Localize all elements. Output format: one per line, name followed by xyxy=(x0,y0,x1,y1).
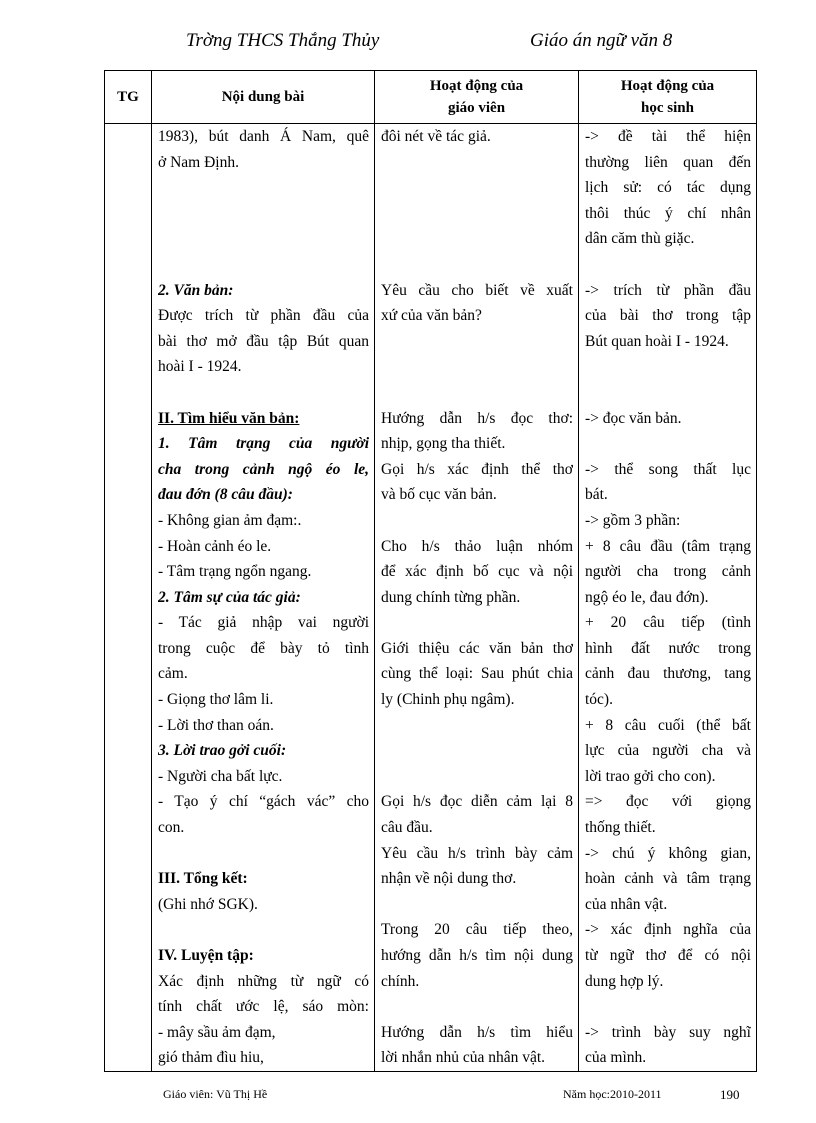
blank-line xyxy=(585,994,751,1020)
content-line: cảm. xyxy=(158,665,188,683)
teacher-line: và bố cục văn bản. xyxy=(381,486,497,504)
blank-line xyxy=(381,150,573,176)
teacher-line: Giới thiệu các văn bản thơ xyxy=(381,639,573,657)
student-line: hình đất nước trong xyxy=(585,639,751,657)
teacher-line: Gọi h/s xác định thể thơ xyxy=(381,460,573,478)
blank-line xyxy=(381,610,573,636)
student-line: thường liên quan đến xyxy=(585,153,751,171)
blank-line xyxy=(381,508,573,534)
student-line: + 8 câu cuối (thể bất xyxy=(585,716,751,734)
teacher-line: xứ của văn bản? xyxy=(381,307,482,325)
student-line: của nhân vật. xyxy=(585,895,668,913)
table-body-row xyxy=(105,124,757,1072)
blank-line xyxy=(381,713,573,739)
blank-line xyxy=(585,252,751,278)
student-line: lịch sử: có tác dụng xyxy=(585,179,751,197)
student-line: ngộ éo le, đau đớn). xyxy=(585,588,709,606)
col-header-teacher-line1: Hoạt động của xyxy=(429,78,524,94)
cell-teacher xyxy=(375,124,579,1072)
blank-line xyxy=(381,252,573,278)
teacher-line: dung chính từng phần. xyxy=(381,588,521,606)
content-line: (Ghi nhớ SGK). xyxy=(158,895,258,913)
content-line: - Tác giả nhập vai người xyxy=(158,614,369,632)
student-line: của bài thơ trong tập xyxy=(585,307,751,325)
section-heading: 3. Lời trao gởi cuối: xyxy=(158,742,287,760)
blank-line xyxy=(585,380,751,406)
student-line: thôi thúc ý chí nhân xyxy=(585,204,751,222)
teacher-line: ly (Chinh phụ ngâm). xyxy=(381,691,515,709)
header-school: Trờng THCS Thắng Thủy xyxy=(186,30,380,51)
blank-line xyxy=(158,175,369,201)
blank-line xyxy=(158,380,369,406)
header-subject: Giáo án ngữ văn 8 xyxy=(530,30,673,51)
student-line: thống thiết. xyxy=(585,819,656,837)
section-heading: II. Tìm hiểu văn bản: xyxy=(158,409,300,427)
teacher-line: hướng dẫn h/s tìm nội dung xyxy=(381,947,573,964)
student-line: -> trích từ phần đầu xyxy=(585,281,751,299)
teacher-line: lời nhắn nhủ của nhân vật. xyxy=(381,1049,546,1067)
student-line: người cha trong cảnh xyxy=(585,563,751,581)
teacher-line: để xác định bố cục và nội xyxy=(381,563,573,581)
content-line: trong cuộc để bày tỏ tình xyxy=(158,639,369,657)
blank-line xyxy=(158,201,369,227)
teacher-line: Hướng dẫn h/s tìm hiểu xyxy=(381,1023,573,1041)
student-line: -> đề tài thể hiện xyxy=(585,128,751,145)
col-header-teacher-line2: giáo viên xyxy=(447,100,506,116)
content-line: hoài I - 1924. xyxy=(158,358,242,376)
blank-line xyxy=(585,354,751,380)
student-line: -> chú ý không gian, xyxy=(585,844,751,862)
blank-line xyxy=(158,226,369,252)
student-line: lực của người cha và xyxy=(585,742,751,760)
section-heading: 2. Tâm sự của tác giả: xyxy=(158,588,301,606)
teacher-line: Cho h/s thảo luận nhóm xyxy=(381,537,573,555)
student-line: -> gồm 3 phần: xyxy=(585,511,681,529)
teacher-line: Yêu cầu h/s trình bày cảm xyxy=(381,844,573,862)
student-line: của mình. xyxy=(585,1049,647,1067)
table-header-row xyxy=(105,71,757,124)
col-header-student-line2: học sinh xyxy=(641,100,694,116)
col-header-student-line1: Hoạt động của xyxy=(620,78,715,94)
teacher-line: nhận về nội dung thơ. xyxy=(381,870,517,888)
section-heading: cha trong cảnh ngộ éo le, xyxy=(158,460,369,478)
footer-teacher: Giáo viên: Vũ Thị Hề xyxy=(163,1087,268,1101)
student-line: từ ngữ thơ để có nội xyxy=(585,947,751,964)
student-line: -> trình bày suy nghĩ xyxy=(585,1023,751,1041)
blank-line xyxy=(381,738,573,764)
blank-line xyxy=(381,764,573,790)
content-line: 1983), bút danh Á Nam, quê xyxy=(158,128,369,145)
blank-line xyxy=(381,175,573,201)
col-header-teacher xyxy=(375,71,579,124)
content-line: - mây sầu ảm đạm, xyxy=(158,1023,276,1041)
blank-line xyxy=(158,917,369,943)
student-line: bát. xyxy=(585,486,608,504)
student-line: -> xác định nghĩa của xyxy=(585,921,751,939)
cell-student xyxy=(579,124,757,1072)
content-line: Xác định những từ ngữ có xyxy=(158,972,369,990)
section-heading: III. Tổng kết: xyxy=(158,870,248,888)
blank-line xyxy=(158,841,369,867)
teacher-line: chính. xyxy=(381,972,420,990)
content-line: - Hoàn cảnh éo le. xyxy=(158,537,272,555)
page-number: 190 xyxy=(720,1087,740,1102)
student-line: lời trao gởi cho con). xyxy=(585,767,716,785)
content-line: - Giọng thơ lâm li. xyxy=(158,691,274,709)
blank-line xyxy=(381,354,573,380)
content-line: ở Nam Định. xyxy=(158,153,239,171)
teacher-line: Gọi h/s đọc diễn cảm lại 8 xyxy=(381,793,573,811)
content-line: - Tạo ý chí “gách vác” cho xyxy=(158,793,369,811)
teacher-line: câu đầu. xyxy=(381,819,433,837)
student-line: Bút quan hoài I - 1924. xyxy=(585,332,729,350)
content-line: tính chất ước lệ, sáo mòn: xyxy=(158,998,369,1016)
cell-tg xyxy=(105,124,152,1072)
col-header-student xyxy=(579,71,757,124)
student-line: tóc). xyxy=(585,691,613,709)
teacher-line: cùng thể loại: Sau phút chia xyxy=(381,665,573,683)
section-heading: đau đớn (8 câu đầu): xyxy=(158,486,293,504)
teacher-line: Yêu cầu cho biết về xuất xyxy=(381,281,573,299)
content-line: - Không gian ảm đạm:. xyxy=(158,511,302,529)
student-line: => đọc với giọng xyxy=(585,793,751,811)
lesson-table xyxy=(104,70,757,1072)
content-line: Được trích từ phần đầu của xyxy=(158,307,369,325)
content-line: - Lời thơ than oán. xyxy=(158,716,274,734)
blank-line xyxy=(585,431,751,457)
content-line: bài thơ mở đầu tập Bút quan xyxy=(158,332,369,350)
student-line: cảnh đau thương, tang xyxy=(585,665,751,683)
blank-line xyxy=(381,892,573,918)
blank-line xyxy=(381,226,573,252)
student-line: + 20 câu tiếp (tình xyxy=(585,614,751,632)
teacher-line: nhịp, gọng tha thiết. xyxy=(381,435,506,453)
teacher-line: đôi nét về tác giả. xyxy=(381,128,491,145)
section-heading: 1. Tâm trạng của người xyxy=(158,435,369,453)
student-line: -> thể song thất lục xyxy=(585,460,751,478)
blank-line xyxy=(381,329,573,355)
cell-content xyxy=(152,124,375,1072)
blank-line xyxy=(381,201,573,227)
student-line: -> đọc văn bản. xyxy=(585,409,682,427)
content-line: gió thảm đìu hiu, xyxy=(158,1049,264,1067)
blank-line xyxy=(381,994,573,1020)
section-heading: 2. Văn bản: xyxy=(158,281,234,299)
col-header-content: Nội dung bài xyxy=(152,71,375,124)
student-line: hoàn cảnh và tâm trạng xyxy=(585,870,751,888)
footer-year: Năm học:2010-2011 xyxy=(563,1087,662,1101)
blank-line xyxy=(381,380,573,406)
student-line: dung hợp lý. xyxy=(585,972,664,990)
section-heading: IV. Luyện tập: xyxy=(158,947,254,964)
teacher-line: Hướng dẫn h/s đọc thơ: xyxy=(381,409,573,427)
teacher-line: Trong 20 câu tiếp theo, xyxy=(381,921,573,939)
blank-line xyxy=(158,252,369,278)
content-line: - Tâm trạng ngổn ngang. xyxy=(158,563,312,581)
col-header-tg: TG xyxy=(105,71,152,124)
content-line: - Người cha bất lực. xyxy=(158,767,283,785)
student-line: + 8 câu đầu (tâm trạng xyxy=(585,537,751,555)
content-line: con. xyxy=(158,819,185,837)
student-line: dân căm thù giặc. xyxy=(585,230,695,248)
